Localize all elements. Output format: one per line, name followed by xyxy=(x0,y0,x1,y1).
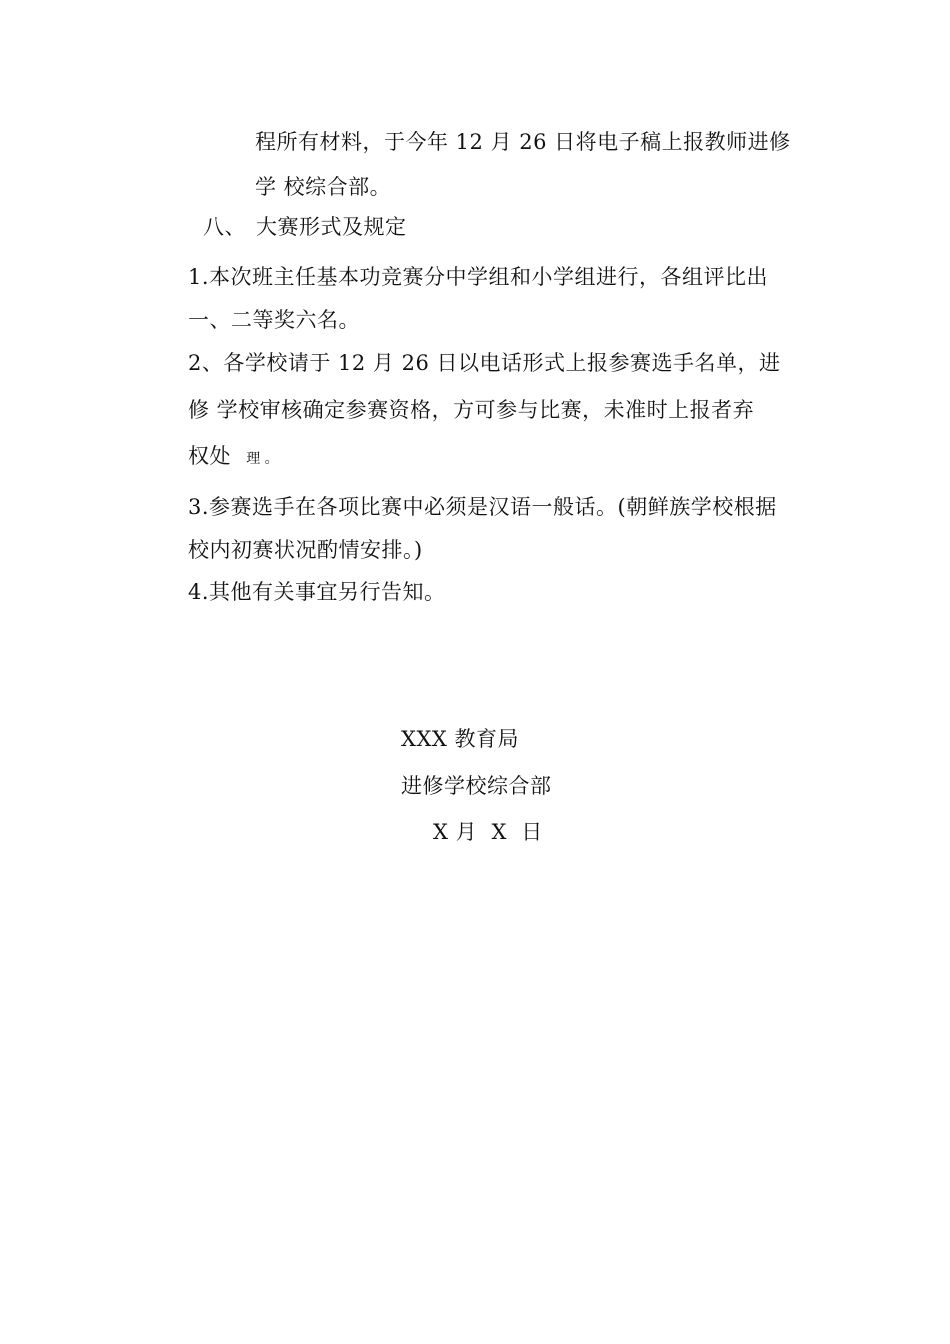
rule-1-line-1: 1.本次班主任基本功竞赛分中学组和小学组进行，各组评比出 xyxy=(188,265,769,289)
rule-2-line-3 xyxy=(188,441,279,474)
section-heading-number: 八、 xyxy=(203,215,246,239)
rule-3-line-1: 3.参赛选手在各项比赛中必须是汉语一般话。(朝鲜族学校根据 xyxy=(188,495,777,519)
continuation-line-1: 程所有材料，于今年 12 月 26 日将电子稿上报教师进修 xyxy=(255,130,791,154)
section-heading-title: 大赛形式及规定 xyxy=(256,215,407,239)
rule-2-line-3-small: 理 。 xyxy=(246,451,279,467)
signature-date: X 月 X 日 xyxy=(433,820,543,844)
rule-3-line-2: 校内初赛状况酌情安排。) xyxy=(188,538,423,562)
signature-department: 进修学校综合部 xyxy=(401,774,552,798)
rule-2-line-3-main: 权处 xyxy=(188,444,231,468)
rule-2-line-1: 2、各学校请于 12 月 26 日以电话形式上报参赛选手名单，进 xyxy=(188,351,781,375)
rule-1-line-2: 一、二等奖六名。 xyxy=(188,308,360,332)
signature-organization: XXX 教育局 xyxy=(401,727,520,751)
rule-4-line-1: 4.其他有关事宜另行告知。 xyxy=(188,580,446,604)
rule-2-line-2: 修 学校审核确定参赛资格，方可参与比赛，未准时上报者弃 xyxy=(188,398,755,422)
continuation-line-2: 学 校综合部。 xyxy=(255,175,392,199)
